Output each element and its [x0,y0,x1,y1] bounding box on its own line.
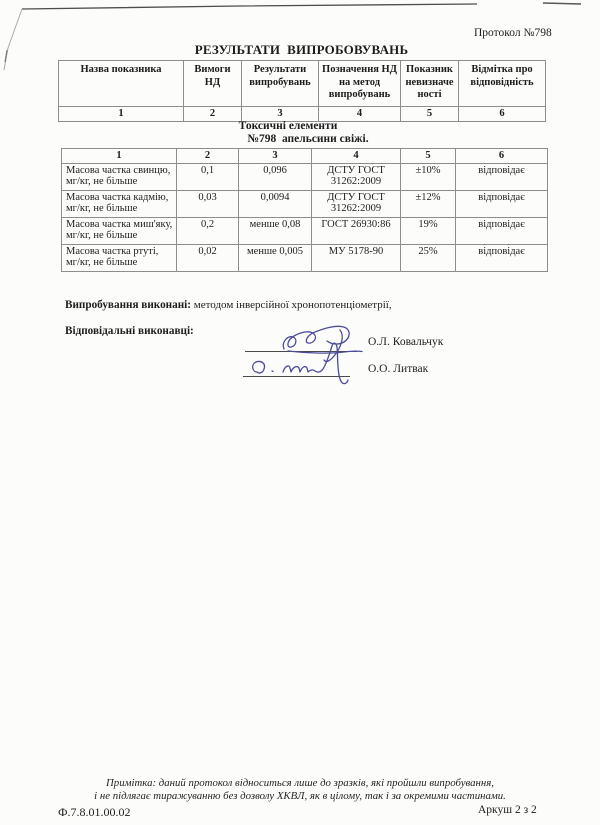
col-number: 2 [177,149,239,164]
cell-requirement: 0,03 [177,190,239,217]
cell-requirement: 0,02 [177,244,239,271]
cell-conformity: відповідає [456,217,548,244]
signature-lines [243,352,357,377]
col-number: 6 [459,106,546,121]
cell-conformity: відповідає [456,163,548,190]
col-number: 3 [242,106,319,121]
sample-description: №798 апельсини свіжі. [247,133,369,145]
cell-result: менше 0,005 [239,244,312,271]
tests-performed-label: Випробування виконані: [65,299,192,311]
col-number: 4 [319,106,401,121]
col-number: 5 [401,106,459,121]
signature-ink [253,326,362,383]
col-header-conformity: Відмітка про відповідність [459,61,546,107]
section-title: Токсичні елементи [238,120,338,132]
col-number: 1 [62,149,177,164]
cell-indicator-name: Масова частка кадмію, мг/кг, не більше [62,190,177,217]
col-number: 5 [401,149,456,164]
cell-result: менше 0,08 [239,217,312,244]
col-number: 2 [184,106,242,121]
table-row [62,190,548,217]
footer-note-line1: Примітка: даний протокол відноситься лише до зразків, які пройшли випробування, [106,777,494,789]
table-row [62,217,548,244]
cell-uncertainty: 25% [401,244,456,271]
col-header-uncertainty: Показник невизначе ності [401,61,459,107]
table-row [62,163,548,190]
col-number: 4 [312,149,401,164]
cell-requirement: 0,1 [177,163,239,190]
cell-method: ГОСТ 26930:86 [312,217,401,244]
cell-conformity: відповідає [456,190,548,217]
footer-note-line2: і не підлягає тиражуванню без дозволу ХКВЛ, як в цілому, так і за окремими частинами. [94,790,506,802]
results-header-row [59,61,546,107]
col-header-name: Назва показника [59,61,184,107]
cell-uncertainty: 19% [401,217,456,244]
col-header-result: Результати випробувань [242,61,319,107]
cell-indicator-name: Масова частка свинцю, мг/кг, не більше [62,163,177,190]
col-number: 3 [239,149,312,164]
executor-name: О.О. Литвак [368,363,429,375]
column-numbers-row [59,106,546,121]
page-title: РЕЗУЛЬТАТИ ВИПРОБОВУВАНЬ [194,42,409,57]
tests-performed-line [65,299,392,311]
cell-method: МУ 5178-90 [312,244,401,271]
sheet-number: Аркуш 2 з 2 [478,804,537,816]
cell-indicator-name: Масова частка миш'яку, мг/кг, не більше [62,217,177,244]
executors-label: Відповідальні виконавці: [65,325,194,337]
col-header-requirement: Вимоги НД [184,61,242,107]
executor-name: О.Л. Ковальчук [368,336,444,348]
cell-uncertainty: ±10% [401,163,456,190]
cell-indicator-name: Масова частка ртуті, мг/кг, не більше [62,244,177,271]
col-number: 1 [59,106,184,121]
cell-requirement: 0,2 [177,217,239,244]
protocol-number: Протокол №798 [474,27,552,39]
cell-result: 0,096 [239,163,312,190]
toxic-elements-table [61,148,548,272]
column-numbers-row [62,149,548,164]
col-header-method: Позначення НД на метод випробувань [319,61,401,107]
footer-note [0,777,600,803]
cell-method: ДСТУ ГОСТ 31262:2009 [312,163,401,190]
cell-result: 0,0094 [239,190,312,217]
col-number: 6 [456,149,548,164]
form-code: Ф.7.8.01.00.02 [58,805,131,819]
cell-method: ДСТУ ГОСТ 31262:2009 [312,190,401,217]
table-row [62,244,548,271]
cell-uncertainty: ±12% [401,190,456,217]
results-header-table [58,60,546,122]
cell-conformity: відповідає [456,244,548,271]
tests-performed-method: методом інверсійної хронопотенціометрії, [191,299,392,311]
